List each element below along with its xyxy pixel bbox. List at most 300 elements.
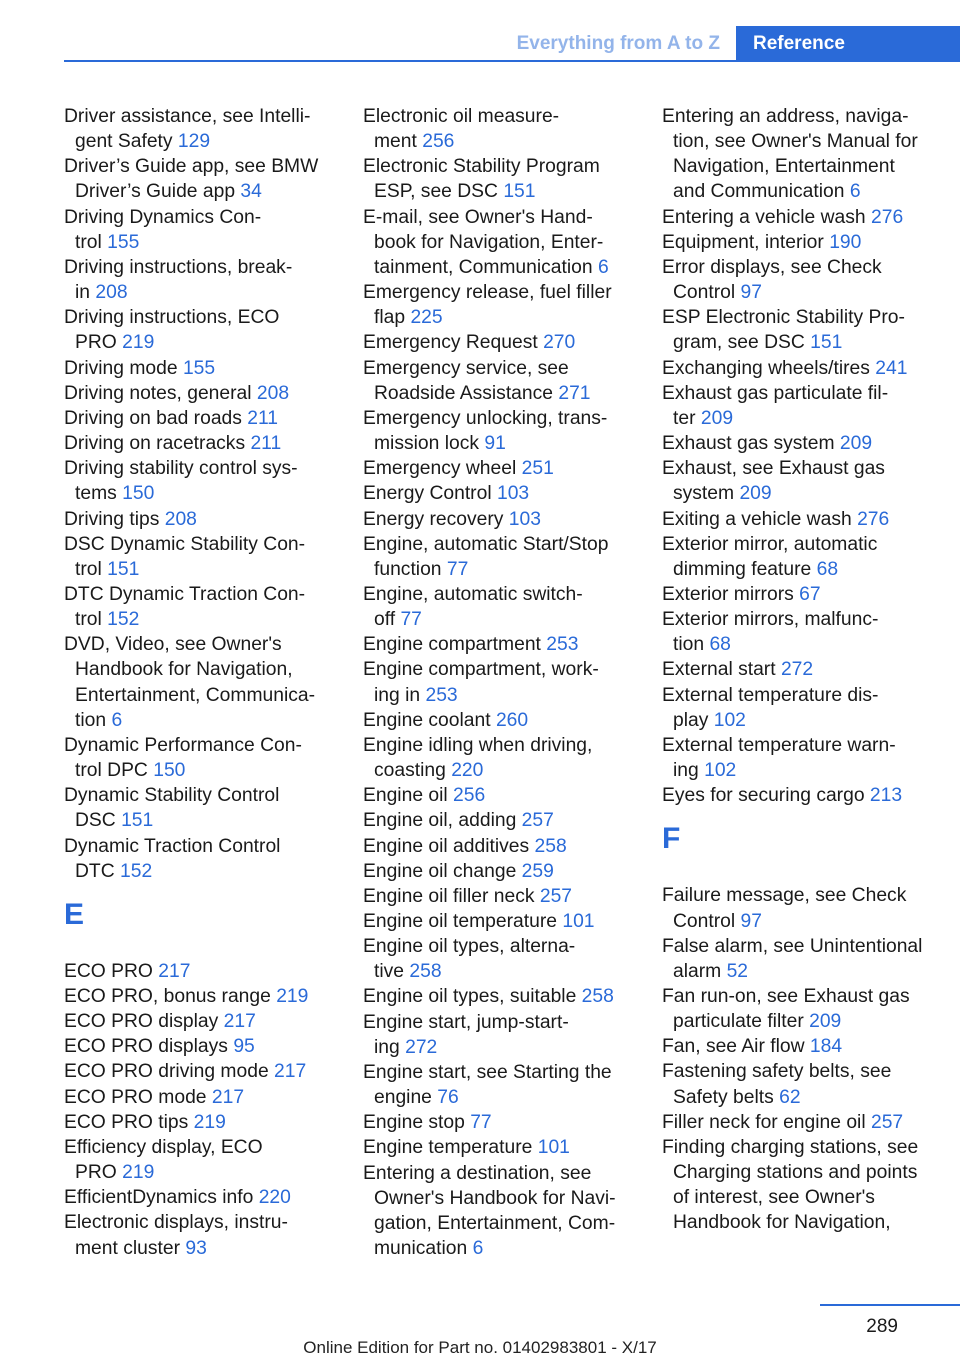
index-page-link[interactable]: 97 — [740, 282, 762, 304]
index-entry-text: ECO PRO, bonus range — [64, 986, 271, 1007]
index-page-link[interactable]: 209 — [700, 407, 734, 429]
index-entry-text: mission lock — [374, 433, 480, 455]
index-page-link[interactable]: 219 — [193, 1111, 226, 1133]
index-entry-text: trol DPC — [75, 760, 148, 782]
index-page-link[interactable]: 150 — [122, 483, 155, 505]
index-entry — [363, 330, 633, 355]
index-entry-text: Driving mode — [64, 357, 178, 379]
index-page-link[interactable]: 6 — [849, 181, 861, 203]
index-entry-text: Fan, see Air flow — [662, 1036, 805, 1058]
index-entry-text: ESP Electronic Stability Pro- — [662, 307, 905, 329]
index-entry — [64, 783, 334, 833]
index-entry — [64, 1185, 334, 1210]
index-entry — [363, 657, 633, 707]
index-entry — [363, 356, 633, 406]
index-entry-text: Fan run-on, see Exhaust gas — [662, 986, 910, 1007]
index-entry-text: book for Navigation, Enter- — [374, 231, 604, 253]
index-entry — [363, 859, 633, 884]
index-entry-text: Handbook for Navigation, — [75, 659, 293, 681]
index-entry — [662, 456, 932, 506]
index-entry-text: Driving notes, general — [64, 382, 252, 404]
index-entry-text: gation, Entertainment, Com- — [374, 1212, 616, 1234]
index-entry — [363, 582, 633, 632]
index-entry — [363, 154, 633, 204]
index-entry-text: Electronic displays, instru- — [64, 1212, 288, 1234]
index-entry — [363, 834, 633, 859]
index-entry — [662, 1059, 932, 1109]
index-page-link[interactable]: 6 — [597, 256, 609, 278]
index-entry — [64, 1059, 334, 1084]
index-entry-text: Finding charging stations, see — [662, 1136, 919, 1158]
index-entry-text: Exhaust, see Exhaust gas — [662, 458, 885, 480]
index-entry-text: Driver’s Guide app, see BMW — [64, 156, 319, 178]
index-entry-text: Engine oil types, alterna- — [363, 936, 576, 958]
index-entry-text: Dynamic Stability Control — [64, 785, 280, 807]
index-page-link[interactable]: 97 — [740, 910, 762, 932]
index-page-link[interactable]: 208 — [164, 508, 197, 530]
index-page-link[interactable]: 151 — [121, 810, 154, 832]
index-entry-text: Driving on bad roads — [64, 407, 242, 429]
index-entry — [64, 431, 334, 456]
index-entry-text: Driver assistance, see Intelli- — [64, 106, 311, 127]
index-entry-text: Driving instructions, ECO — [64, 307, 280, 329]
index-entry-text: Driving instructions, break- — [64, 256, 293, 278]
index-entry — [662, 381, 932, 431]
index-entry — [64, 305, 334, 355]
index-entry-text: Exhaust gas system — [662, 433, 835, 455]
index-page-link[interactable]: 220 — [258, 1187, 291, 1209]
index-entry — [64, 733, 334, 783]
index-page-link[interactable]: 211 — [247, 407, 279, 429]
index-entry-text: Driving stability control sys- — [64, 458, 298, 480]
index-page-link[interactable]: 103 — [508, 508, 541, 530]
index-page-link[interactable]: 258 — [581, 986, 614, 1008]
index-entry-text: tion — [673, 634, 705, 656]
index-entry — [662, 1110, 932, 1135]
index-entry-text: Electronic Stability Program — [363, 156, 600, 178]
index-entry-text: ECO PRO displays — [64, 1036, 228, 1058]
index-page-link[interactable]: 276 — [871, 206, 904, 228]
index-page-link[interactable]: 257 — [870, 1111, 904, 1133]
index-entry-text: Exiting a vehicle wash — [662, 508, 852, 530]
index-entry-text: Driving on racetracks — [64, 433, 246, 455]
index-entry-text: dimming feature — [673, 558, 812, 580]
index-page-link[interactable]: 93 — [185, 1237, 207, 1259]
index-page-link[interactable]: 256 — [422, 131, 455, 153]
index-entry — [64, 984, 334, 1009]
index-page-link[interactable]: 6 — [472, 1238, 484, 1260]
index-entry-text: Engine oil additives — [363, 835, 530, 857]
index-entry-text: Engine stop — [363, 1112, 465, 1134]
index-page-link[interactable]: 102 — [713, 709, 746, 731]
index-entry — [662, 733, 932, 783]
index-entry-text: off — [374, 609, 396, 631]
index-entry — [363, 507, 633, 532]
index-entry-text: ter — [673, 407, 696, 429]
header-section-title: Everything from A to Z — [516, 33, 720, 54]
index-entry-text: External temperature dis- — [662, 684, 879, 706]
index-entry-text: tion — [75, 709, 107, 731]
index-entry-text: ECO PRO display — [64, 1011, 219, 1033]
index-entry-text: PRO — [75, 332, 117, 354]
index-entry — [363, 733, 633, 783]
index-page-link[interactable]: 217 — [158, 960, 191, 982]
index-entry — [363, 532, 633, 582]
index-entry — [363, 984, 633, 1009]
index-entry — [662, 783, 932, 808]
index-entry — [64, 1110, 334, 1135]
index-page-link[interactable]: 101 — [537, 1137, 570, 1159]
index-entry-text: gent Safety — [75, 131, 173, 153]
index-entry — [64, 406, 334, 431]
index-entry — [64, 1034, 334, 1059]
index-entry — [662, 582, 932, 607]
index-entry-text: and Communication — [673, 181, 845, 203]
index-entry — [363, 104, 633, 154]
index-entry-text: trol — [75, 231, 102, 253]
index-page-link[interactable]: 129 — [177, 131, 211, 153]
index-entry-text: function — [374, 558, 442, 580]
index-entry — [363, 632, 633, 657]
index-entry-text: DVD, Video, see Owner's — [64, 634, 282, 656]
index-page-link[interactable]: 150 — [153, 760, 186, 782]
index-page-link[interactable]: 258 — [534, 835, 567, 857]
index-page-link[interactable]: 151 — [503, 181, 536, 203]
index-page-link[interactable]: 95 — [233, 1036, 255, 1058]
index-entry-text: engine — [374, 1087, 432, 1109]
index-entry-text: Engine oil temperature — [363, 911, 557, 932]
index-page-link[interactable]: 101 — [562, 911, 595, 932]
index-entry — [363, 1110, 633, 1135]
index-entry-text: Exchanging wheels/tires — [662, 357, 870, 379]
index-entry-text: Eyes for securing cargo — [662, 785, 865, 807]
index-page-link[interactable]: 208 — [95, 282, 128, 304]
index-entry-text: ing in — [374, 684, 421, 706]
index-page-link[interactable]: 62 — [779, 1086, 801, 1108]
index-entry-text: munication — [374, 1238, 468, 1260]
index-entry-text: Engine start, see Starting the — [363, 1061, 612, 1083]
index-entry-text: Exhaust gas particulate fil- — [662, 382, 889, 404]
index-entry-text: Engine oil types, suitable — [363, 986, 577, 1008]
index-page-link[interactable]: 260 — [495, 709, 529, 731]
index-page-link[interactable]: 76 — [437, 1087, 459, 1109]
index-entry — [363, 205, 633, 280]
index-entry-text: Equipment, interior — [662, 231, 824, 253]
index-page-link[interactable]: 103 — [496, 483, 530, 505]
index-entry-text: ment — [374, 131, 417, 153]
index-page-link[interactable]: 152 — [120, 860, 153, 882]
index-page-link[interactable]: 77 — [470, 1112, 492, 1134]
index-entry-text: Engine, automatic Start/Stop — [363, 533, 609, 555]
index-page-link[interactable]: 77 — [400, 609, 422, 631]
index-entry-text: PRO — [75, 1162, 117, 1184]
index-entry-text: Dynamic Performance Con- — [64, 734, 302, 756]
index-entry-text: Emergency Request — [363, 332, 538, 354]
index-page-link[interactable]: 220 — [451, 760, 484, 782]
index-entry-text: Engine temperature — [363, 1137, 533, 1159]
index-entry — [662, 104, 932, 205]
index-entry — [363, 1135, 633, 1160]
index-entry — [363, 1010, 633, 1060]
index-entry — [363, 884, 633, 909]
index-entry — [662, 657, 932, 682]
index-entry — [363, 934, 633, 984]
index-entry-text: DTC — [75, 860, 115, 882]
index-entry — [64, 104, 334, 154]
index-entry-text: system — [673, 483, 735, 505]
index-entry-text: DTC Dynamic Traction Con- — [64, 583, 306, 605]
index-entry-text: Exterior mirror, automatic — [662, 533, 878, 555]
footer-rule — [820, 1304, 960, 1306]
index-letter-heading: E — [64, 897, 85, 931]
index-entry-text: Driving tips — [64, 508, 160, 530]
index-entry — [363, 280, 633, 330]
index-entry-text: trol — [75, 609, 102, 631]
index-entry — [662, 934, 932, 984]
index-page-link[interactable]: 209 — [809, 1011, 842, 1033]
index-entry-text: Energy Control — [363, 483, 492, 505]
index-entry-text: Emergency service, see — [363, 357, 569, 379]
index-entry-text: Engine coolant — [363, 709, 491, 731]
index-entry-text: Engine compartment — [363, 634, 541, 656]
index-page-link[interactable]: 67 — [799, 583, 821, 605]
index-page-link[interactable]: 241 — [875, 357, 908, 379]
index-entry — [662, 431, 932, 456]
index-entry — [662, 356, 932, 381]
page-number: 289 — [866, 1316, 898, 1337]
index-entry-text: ment cluster — [75, 1237, 181, 1259]
index-entry — [662, 683, 932, 733]
index-entry-text: play — [673, 709, 709, 731]
index-entry-text: E-mail, see Owner's Hand- — [363, 206, 593, 228]
index-entry-text: trol — [75, 558, 102, 580]
index-entry-text: ECO PRO mode — [64, 1086, 207, 1108]
index-page-link[interactable]: 184 — [809, 1036, 843, 1058]
index-entry-text: tainment, Communication — [374, 256, 593, 278]
index-entry-text: Fastening safety belts, see — [662, 1061, 892, 1083]
index-entry — [64, 632, 334, 733]
index-entry — [64, 582, 334, 632]
index-page-link[interactable]: 77 — [446, 558, 469, 580]
index-page-link[interactable]: 102 — [704, 760, 737, 782]
index-entry — [363, 406, 633, 456]
index-entry — [363, 808, 633, 833]
index-entry — [64, 381, 334, 406]
index-page-link[interactable]: 251 — [521, 458, 554, 480]
index-entry-text: ESP, see DSC — [374, 181, 498, 203]
index-entry — [64, 959, 334, 984]
index-entry — [363, 783, 633, 808]
index-column-2 — [363, 104, 633, 1261]
index-entry-text: Emergency wheel — [363, 458, 517, 480]
index-page-link[interactable]: 208 — [256, 382, 290, 404]
index-entry — [64, 205, 334, 255]
index-entry — [662, 883, 932, 933]
index-entry-text: Electronic oil measure- — [363, 106, 560, 127]
index-page-link[interactable]: 271 — [558, 382, 591, 404]
index-entry-text: DSC Dynamic Stability Con- — [64, 533, 306, 555]
index-page-link[interactable]: 217 — [223, 1011, 256, 1033]
index-entry-text: External temperature warn- — [662, 734, 896, 756]
index-entry — [662, 507, 932, 532]
index-page-link[interactable]: 253 — [546, 634, 579, 656]
index-page-link[interactable]: 6 — [111, 709, 123, 731]
index-page-link[interactable]: 256 — [453, 785, 486, 807]
index-entry — [662, 255, 932, 305]
index-entry — [363, 456, 633, 481]
index-entry-text: Control — [673, 282, 736, 304]
index-page-link[interactable]: 155 — [182, 357, 216, 379]
index-page-link[interactable]: 219 — [122, 332, 155, 354]
index-entry — [662, 230, 932, 255]
index-entry-text: Entertainment, Communica- — [75, 684, 316, 706]
index-entry-text: Efficiency display, ECO — [64, 1136, 263, 1158]
index-entry-text: DSC — [75, 810, 116, 832]
index-page-link[interactable]: 225 — [410, 307, 443, 329]
index-entry-text: Emergency release, fuel filler — [363, 282, 612, 304]
index-page-link[interactable]: 68 — [709, 634, 731, 656]
index-entry-text: Dynamic Traction Control — [64, 835, 281, 857]
index-column-3 — [662, 104, 932, 1236]
index-entry-text: Roadside Assistance — [374, 382, 553, 404]
index-page-link[interactable]: 219 — [276, 986, 309, 1007]
index-entry-text: EfficientDynamics info — [64, 1187, 254, 1209]
index-entry — [363, 909, 633, 934]
index-entry-text: Exterior mirrors, malfunc- — [662, 609, 879, 631]
index-entry-text: in — [75, 282, 91, 304]
index-page-link[interactable]: 272 — [405, 1036, 438, 1058]
index-entry-text: flap — [374, 307, 406, 329]
index-entry-text: Entering a vehicle wash — [662, 206, 866, 228]
index-entry — [363, 1161, 633, 1262]
index-entry-text: Engine, automatic switch- — [363, 583, 583, 605]
index-page-link[interactable]: 259 — [521, 860, 554, 882]
index-entry-text: Engine oil, adding — [363, 810, 517, 832]
index-page-link[interactable]: 155 — [107, 231, 140, 253]
index-page-link[interactable]: 52 — [726, 960, 749, 982]
index-page-link[interactable]: 209 — [739, 483, 772, 505]
index-entry-text: False alarm, see Unintentional — [662, 935, 923, 957]
index-entry-text: Safety belts — [673, 1086, 774, 1108]
index-page-link[interactable]: 68 — [816, 558, 839, 580]
index-entry — [64, 532, 334, 582]
index-entry-text: Filler neck for engine oil — [662, 1111, 866, 1133]
index-entry-text: Owner's Handbook for Navi- — [374, 1187, 616, 1209]
index-page-link[interactable]: 258 — [409, 961, 442, 983]
index-entry-text: tion, see Owner's Manual for — [673, 131, 918, 153]
index-entry-text: Engine idling when driving, — [363, 734, 593, 756]
index-page-link[interactable]: 276 — [857, 508, 890, 530]
index-column-1 — [64, 104, 334, 1261]
index-page-link[interactable]: 257 — [521, 810, 554, 832]
index-page-link[interactable]: 91 — [484, 433, 506, 455]
index-entry-text: Engine oil filler neck — [363, 885, 535, 907]
index-entry-text: ECO PRO tips — [64, 1111, 189, 1133]
index-entry-text: External start — [662, 659, 776, 681]
index-entry-text: ECO PRO — [64, 960, 153, 982]
index-entry — [363, 1060, 633, 1110]
index-entry — [64, 1135, 334, 1185]
index-entry-text: Charging stations and points — [673, 1162, 918, 1184]
index-page-link[interactable]: 151 — [810, 332, 843, 354]
index-entry — [64, 456, 334, 506]
index-letter-heading: F — [662, 822, 681, 856]
index-entry-text: Emergency unlocking, trans- — [363, 407, 608, 429]
index-page-link[interactable]: 213 — [869, 785, 903, 807]
index-entry-text: Handbook for Navigation, — [673, 1212, 891, 1234]
index-entry — [64, 154, 334, 204]
index-entry — [64, 507, 334, 532]
index-entry-text: Driver’s Guide app — [75, 181, 236, 203]
index-entry — [363, 708, 633, 733]
index-entry-text: Exterior mirrors — [662, 583, 794, 605]
index-entry-text: Engine oil — [363, 785, 448, 807]
index-entry-text: Driving Dynamics Con- — [64, 206, 262, 228]
index-page-link[interactable]: 253 — [425, 684, 458, 706]
index-entry-text: ECO PRO driving mode — [64, 1061, 269, 1083]
index-entry — [64, 356, 334, 381]
index-entry — [662, 305, 932, 355]
index-entry — [64, 834, 334, 884]
index-entry-text: Error displays, see Check — [662, 256, 882, 278]
index-entry — [64, 255, 334, 305]
header-chapter-tab: Reference — [736, 26, 960, 62]
index-entry-text: particulate filter — [673, 1011, 804, 1033]
index-entry-text: Engine start, jump-start- — [363, 1011, 569, 1033]
index-page-link[interactable]: 211 — [250, 433, 282, 455]
index-entry — [662, 205, 932, 230]
index-entry-text: Engine oil change — [363, 860, 517, 882]
index-entry-text: Engine compartment, work- — [363, 659, 599, 681]
index-entry-text: Navigation, Entertainment — [673, 156, 895, 178]
index-page-link[interactable]: 257 — [539, 885, 573, 907]
index-entry — [64, 1085, 334, 1110]
index-page-link[interactable]: 34 — [240, 181, 262, 203]
index-page-link[interactable]: 152 — [107, 609, 140, 631]
index-entry-text: Entering a destination, see — [363, 1162, 592, 1184]
index-entry-text: ing — [374, 1036, 400, 1058]
index-entry-text: tems — [75, 483, 117, 505]
index-entry — [662, 532, 932, 582]
index-entry — [662, 607, 932, 657]
index-entry-text: Entering an address, naviga- — [662, 106, 909, 127]
index-entry-text: alarm — [673, 960, 722, 982]
index-entry-text: gram, see DSC — [673, 332, 805, 354]
index-entry — [64, 1210, 334, 1260]
index-entry — [662, 1135, 932, 1236]
index-entry — [363, 481, 633, 506]
edition-footer: Online Edition for Part no. 01402983801 - X/17 — [303, 1338, 657, 1357]
index-entry-text: Energy recovery — [363, 508, 504, 530]
index-entry-text: Failure message, see Check — [662, 885, 907, 907]
index-entry-text: tive — [374, 961, 405, 983]
index-page-link[interactable]: 219 — [122, 1162, 155, 1184]
index-entry — [662, 984, 932, 1034]
index-entry-text: coasting — [374, 760, 446, 782]
index-page-link[interactable]: 217 — [211, 1086, 245, 1108]
index-entry — [64, 1009, 334, 1034]
index-page-link[interactable]: 190 — [829, 231, 862, 253]
index-page-link[interactable]: 209 — [839, 433, 873, 455]
index-entry-text: of interest, see Owner's — [673, 1187, 875, 1209]
index-page-link[interactable]: 217 — [274, 1061, 307, 1083]
index-page-link[interactable]: 270 — [543, 332, 576, 354]
index-entry — [662, 1034, 932, 1059]
index-entry-text: Control — [673, 910, 736, 932]
index-page-link[interactable]: 151 — [107, 558, 140, 580]
index-page-link[interactable]: 272 — [780, 659, 814, 681]
index-entry-text: ing — [673, 760, 699, 782]
